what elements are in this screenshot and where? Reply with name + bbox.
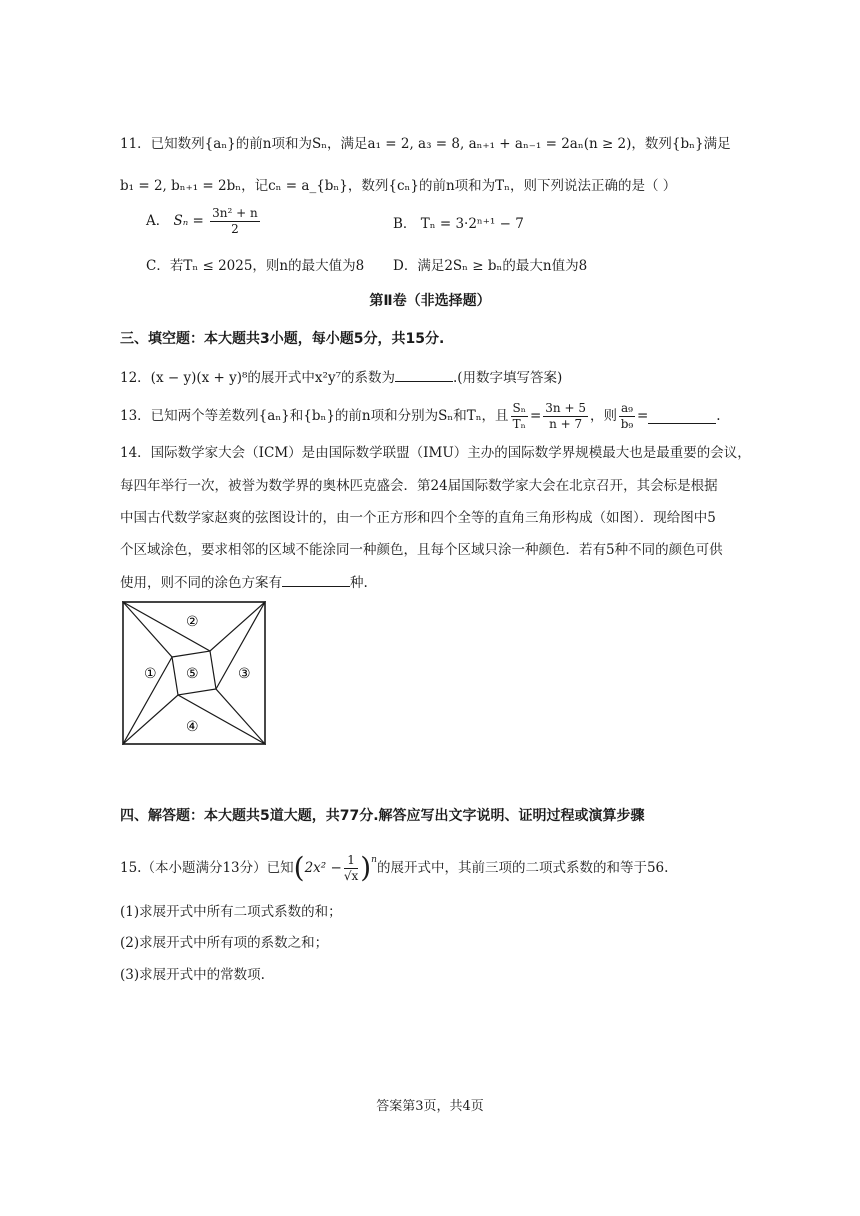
q14-line3: 中国古代数学家赵爽的弦图设计的，由一个正方形和四个全等的直角三角形构成（如图）．现给图中5 bbox=[120, 510, 716, 526]
q13-dot: . bbox=[716, 408, 721, 424]
q15-suffix: 的展开式中，其前三项的二项式系数的和等于56. bbox=[376, 860, 669, 876]
option-a-fraction bbox=[210, 206, 260, 237]
q15-prefix: 15.（本小题满分13分）已知 bbox=[120, 860, 294, 876]
q13-frac1-num: Sₙ bbox=[512, 400, 526, 415]
q14-line5 bbox=[120, 572, 368, 593]
q15-frac-den: √x bbox=[343, 868, 359, 883]
q15-fraction bbox=[344, 853, 358, 884]
region-1-label: ① bbox=[144, 666, 157, 682]
q13-mid: ，则 bbox=[589, 408, 617, 424]
section-3-title: 三、填空题：本大题共3小题，每小题5分，共15分. bbox=[120, 331, 445, 347]
q13-text: 13．已知两个等差数列{aₙ}和{bₙ}的前n项和分别为Sₙ和Tₙ，且 bbox=[120, 408, 509, 424]
q12-answer-blank bbox=[395, 367, 453, 382]
q15-exponent: n bbox=[371, 855, 377, 865]
option-a-label: A． bbox=[146, 213, 170, 229]
q13-frac3-den: b₉ bbox=[620, 416, 634, 431]
q15-close-paren: ) bbox=[360, 851, 372, 884]
q14-answer-blank bbox=[282, 572, 350, 587]
q14-line2: 每四年举行一次，被誉为数学界的奥林匹克盛会．第24届国际数学家大会在北京召开，其会标是根据 bbox=[120, 478, 718, 494]
q13-frac2-den: n + 7 bbox=[549, 416, 583, 431]
q14-line1: 14．国际数学家大会（ICM）是由国际数学联盟（IMU）主办的国际数学界规模最大也是最重要的会议， bbox=[120, 445, 751, 461]
q13-end: = bbox=[636, 408, 649, 424]
string-diagram bbox=[122, 601, 266, 745]
q11-option-a bbox=[146, 206, 262, 242]
q13-answer-blank bbox=[648, 409, 716, 424]
q13-fraction-ratio bbox=[511, 401, 528, 432]
q11-option-b: B． Tₙ = 3·2ⁿ⁺¹ − 7 bbox=[393, 216, 524, 232]
q13 bbox=[120, 398, 721, 434]
region-4-label: ④ bbox=[186, 719, 199, 735]
region-3-label: ③ bbox=[238, 666, 251, 682]
q15-frac-num: 1 bbox=[344, 853, 358, 869]
q13-frac3-num: a₉ bbox=[620, 400, 633, 415]
option-a-numerator: 3n² + n bbox=[212, 206, 258, 220]
q12-suffix: .(用数字填写答案) bbox=[453, 370, 563, 386]
option-a-lhs: Sₙ = bbox=[173, 213, 204, 229]
q13-fraction-target bbox=[619, 401, 635, 432]
q14-line4: 个区域涂色，要求相邻的区域不能涂同一种颜色，且每个区域只涂一种颜色．若有5种不同的颜色可供 bbox=[120, 542, 723, 558]
q11-line2: b₁ = 2, bₙ₊₁ = 2bₙ，记cₙ = a_{bₙ}，数列{cₙ}的前n项和为Tₙ，则下列说法正确的是（ ） bbox=[120, 178, 677, 194]
page-footer: 答案第3页，共4页 bbox=[376, 1099, 484, 1114]
region-5-label: ⑤ bbox=[186, 666, 199, 682]
q13-fraction-expr bbox=[543, 401, 588, 432]
q11-line1: 11．已知数列{aₙ}的前n项和为Sₙ，满足a₁ = 2, a₃ = 8, aₙ₊₁ + aₙ₋₁ = 2aₙ(n ≥ 2)，数列{bₙ}满足 bbox=[120, 136, 731, 152]
q13-frac1-den: Tₙ bbox=[512, 416, 526, 431]
q13-equals: = bbox=[529, 408, 542, 424]
section-2-title: 第Ⅱ卷（非选择题） bbox=[369, 293, 491, 309]
region-2-label: ② bbox=[186, 614, 199, 630]
q15-sub1: (1)求展开式中所有二项式系数的和； bbox=[120, 904, 342, 920]
q15-sub3: (3)求展开式中的常数项. bbox=[120, 967, 265, 983]
q11-option-c: C．若Tₙ ≤ 2025，则n的最大值为8 bbox=[146, 258, 365, 274]
q15-sub2: (2)求展开式中所有项的系数之和； bbox=[120, 935, 329, 951]
q15-expr-a: 2x² − bbox=[304, 860, 342, 876]
option-a-denominator: 2 bbox=[231, 222, 239, 236]
q12 bbox=[120, 367, 562, 388]
q15 bbox=[120, 846, 668, 890]
q14-line5-prefix: 使用，则不同的涂色方案有 bbox=[120, 575, 282, 591]
q11-option-d: D．满足2Sₙ ≥ bₙ的最大n值为8 bbox=[393, 258, 588, 274]
q15-open-paren: ( bbox=[293, 851, 305, 884]
section-4-title: 四、解答题：本大题共5道大题，共77分.解答应写出文字说明、证明过程或演算步骤 bbox=[120, 808, 645, 824]
q12-text: 12．(x − y)(x + y)⁸的展开式中x²y⁷的系数为 bbox=[120, 370, 395, 386]
q14-line5-suffix: 种. bbox=[350, 575, 368, 591]
q13-frac2-num: 3n + 5 bbox=[545, 400, 586, 415]
